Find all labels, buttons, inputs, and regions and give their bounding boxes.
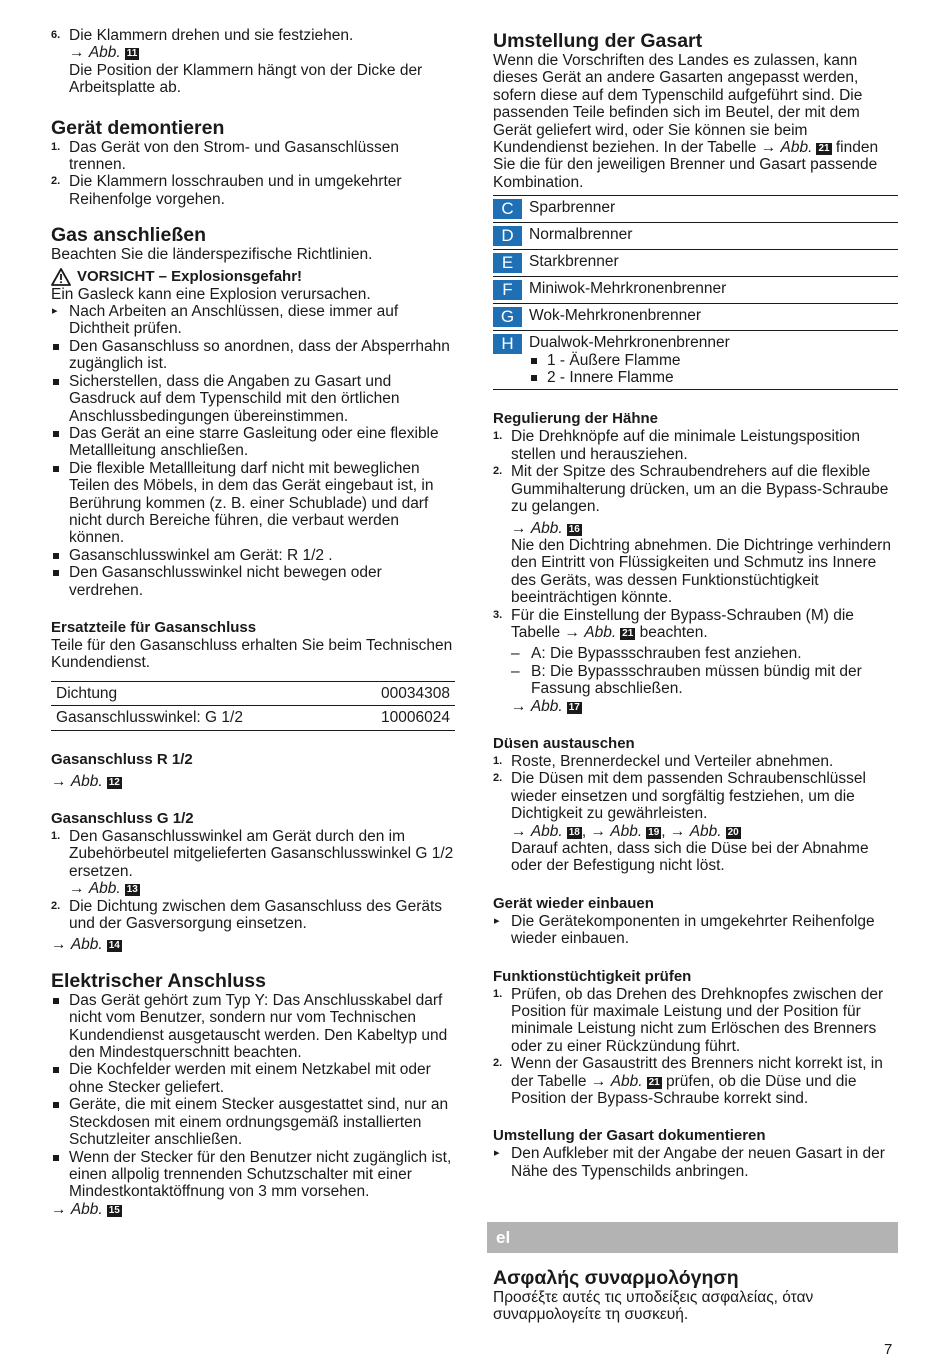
section-title-duesen: Düsen austauschen: [493, 734, 635, 752]
list-item: [51, 27, 455, 97]
table-row: [493, 223, 898, 250]
left-column: [51, 27, 455, 1218]
table-row: [493, 196, 898, 223]
flame-list: [529, 352, 898, 387]
part-number: 00034308: [339, 681, 455, 705]
figure-reference: → Abb. 21: [564, 623, 634, 641]
burner-letter-badge: G: [493, 307, 522, 327]
doku-list: [493, 1145, 898, 1180]
section-title-haehne: Regulierung der Hähne: [493, 410, 659, 428]
step-note: Die Position der Klammern hängt von der Dicke der Arbeitsplatte ab.: [69, 61, 423, 97]
figure-number-badge: 21: [622, 627, 634, 639]
bypass-options: [511, 645, 898, 697]
burner-name: Starkbrenner: [529, 250, 898, 277]
burner-name: Sparbrenner: [529, 196, 898, 223]
table-row: [493, 331, 898, 390]
list-item: Sicherstellen, dass die Angaben zu Gasart und Gasdruck auf dem Typenschild mit den örtlichen Anschlussbedingungen übereinstimmen.: [51, 373, 455, 425]
burner-letter-badge: F: [493, 280, 522, 300]
section-title-funktion: Funktionstüchtigkeit prüfen: [493, 967, 692, 985]
figure-number-badge: 16: [568, 523, 580, 535]
figure-number-badge: 12: [108, 776, 120, 788]
figure-number-badge: 15: [108, 1204, 120, 1216]
language-bar: el: [487, 1222, 898, 1253]
g12-steps: [51, 828, 455, 932]
figure-number-badge: 11: [126, 48, 138, 60]
figure-reference: → Abb. 16: [511, 519, 580, 537]
demontieren-steps: [51, 139, 455, 209]
table-row: [493, 277, 898, 304]
funktion-steps: [493, 986, 898, 1108]
figure-number-badge: 21: [648, 1076, 660, 1088]
figure-number-badge: 13: [126, 884, 138, 896]
burner-letter-badge: D: [493, 226, 522, 246]
list-item: Wenn der Stecker für den Benutzer nicht zugänglich ist, einen allpolig trennenden Schutzschalter mit einer Mindestkontaktöffnung von 3 mm vorsehen.: [51, 1149, 455, 1201]
warning-title: VORSICHT – Explosionsgefahr!: [77, 267, 303, 285]
list-item: 1. Das Gerät von den Strom- und Gasanschlüssen trennen.: [51, 138, 399, 174]
warning-action-list: [51, 303, 455, 338]
list-item: Das Gerät an eine starre Gasleitung oder eine flexible Metallleitung anschließen.: [51, 425, 455, 460]
section-title-greek: Ασφαλής συναρμολόγηση: [493, 1267, 739, 1289]
einbauen-list: [493, 913, 898, 948]
table-row: [493, 304, 898, 331]
elektrisch-bullet-list: [51, 992, 455, 1201]
list-item: 2. Mit der Spitze des Schraubendrehers auf die flexible Gummihalterung drücken, um an die Bypass-Schraube zu gelangen. → Abb. 16 Nie den Dichtring abnehmen. Die Dichtringe verhindern den Eintritt von Flüssigkeiten und Schmutz ins Innere des Geräts, was dessen Funktionstüchtigkeit beeinträchtigen könnte.: [493, 463, 898, 606]
figure-number-badge: 21: [818, 143, 830, 155]
list-item: 2. Die Dichtung zwischen dem Gasanschluss des Geräts und der Gasversorgung einsetzen.: [51, 897, 443, 933]
table-row: [51, 681, 455, 705]
part-name: Gasanschlusswinkel: G 1/2: [51, 706, 339, 730]
list-item: – A: Die Bypassschrauben fest anziehen.: [511, 645, 898, 662]
list-item: 2 - Innere Flamme: [529, 369, 898, 386]
list-item: Geräte, die mit einem Stecker ausgestattet sind, nur an Steckdosen mit einem ordnungsgemäß installierten Schutzleiter anschließen.: [51, 1096, 455, 1148]
section-title-ersatzteile: Ersatzteile für Gasanschluss: [51, 618, 257, 636]
figure-reference: → Abb. 13: [69, 880, 138, 898]
burner-name: Miniwok-Mehrkronenbrenner: [529, 277, 898, 304]
list-item: Gasanschlusswinkel am Gerät: R 1/2 .: [51, 547, 455, 564]
step-note: Nie den Dichtring abnehmen. Die Dichtringe verhindern den Eintritt von Flüssigkeiten und Schmutz ins Innere des Geräts, was dessen Funktionstüchtigkeit beeinträchtigen könnte.: [511, 536, 891, 607]
figure-reference: → Abb. 21: [590, 1072, 660, 1090]
step-number: 6.: [51, 29, 61, 41]
figure-reference: → Abb. 14: [51, 936, 120, 954]
right-column: [493, 27, 898, 1180]
burner-name: Dualwok-Mehrkronenbrenner: [529, 334, 730, 352]
step-text: Die Klammern drehen und sie festziehen.: [69, 27, 354, 44]
list-item: 2. Die Düsen mit dem passenden Schraubenschlüssel wieder einsetzen und sorgfältig festziehen, um die Dichtigkeit zu gewährleisten. → Abb. 18 , → Abb. 19 , → Abb. 20 Darauf achten, dass sich die Düse bei der Abnahme oder der Befestigung nicht löst.: [493, 770, 898, 874]
duesen-steps: [493, 753, 898, 875]
greek-section: [493, 1267, 898, 1324]
section-title-demontieren: Gerät demontieren: [51, 116, 225, 139]
list-item: ▸ Den Aufkleber mit der Angabe der neuen Gasart in der Nähe des Typenschilds anbringen.: [493, 1145, 898, 1180]
figure-number-badge: 18: [568, 826, 580, 838]
figure-number-badge: 20: [727, 826, 739, 838]
figure-reference: → Abb. 17: [511, 697, 580, 715]
list-item: Die Kochfelder werden mit einem Netzkabel mit oder ohne Stecker geliefert.: [51, 1061, 455, 1096]
warning-text: Ein Gasleck kann eine Explosion verursachen.: [51, 285, 371, 303]
list-item: 1. Den Gasanschlusswinkel am Gerät durch den im Zubehörbeutel mitgelieferten Gasanschlusswinkel G 1/2 ersetzen. → Abb. 13: [51, 828, 454, 898]
list-item: – B: Die Bypassschrauben müssen bündig mit der Fassung abschließen.: [511, 663, 898, 698]
list-item: Das Gerät gehört zum Typ Y: Das Anschlusskabel darf nicht vom Benutzer, sondern nur vom Technischen Kundendienst ausgetauscht werden. Den Kabeltyp und den Mindestquerschnitt beachten.: [51, 992, 455, 1062]
spare-parts-table: [51, 681, 455, 731]
warning-heading: [51, 268, 455, 286]
haehne-steps: [493, 428, 898, 715]
section-title-einbauen: Gerät wieder einbauen: [493, 894, 654, 912]
list-item: Die flexible Metallleitung darf nicht mit beweglichen Teilen des Möbels, in dem das Gerät eingebaut ist, in Berührung kommen (z. B. einer Schublade) und darf nicht durch Bereiche führen, die verbaut werden können.: [51, 460, 455, 547]
table-row: [493, 250, 898, 277]
burner-name: Wok-Mehrkronenbrenner: [529, 304, 898, 331]
ersatzteile-text: Teile für den Gasanschluss erhalten Sie beim Technischen Kundendienst.: [51, 636, 453, 672]
figure-number-badge: 19: [648, 826, 660, 838]
table-row: [51, 706, 455, 730]
list-item: 1 - Äußere Flamme: [529, 352, 898, 369]
section-title-g12: Gasanschluss G 1/2: [51, 810, 194, 827]
gasart-text: Wenn die Vorschriften des Landes es zulassen, kann dieses Gerät an andere Gasarten angepasst werden, sofern diese auf dem Typenschild aufgeführt sind. Die passenden Teile befinden sich im Beutel, der mit dem Gerät geliefert wird, oder Sie können sie beim Kundendienst beziehen. In der Tabelle → Abb. 21 finden Sie die für den jeweiligen Brenner und Gasart passende Kombination.: [493, 52, 879, 191]
part-number: 10006024: [339, 706, 455, 730]
burner-letter-badge: H: [493, 334, 522, 354]
step-6-list: [51, 27, 455, 97]
section-title-doku: Umstellung der Gasart dokumentieren: [493, 1127, 766, 1145]
burner-letter-badge: C: [493, 199, 522, 219]
list-item: 2. Die Klammern losschrauben und in umgekehrter Reihenfolge vorgehen.: [51, 173, 402, 208]
figure-reference: → Abb. 11: [69, 44, 138, 62]
burner-table: [493, 195, 898, 390]
list-item: 1. Prüfen, ob das Drehen des Drehknopfes zwischen der Position für maximale Leistung und der Position für minimale Leistung nicht zum Erlöschen des Brenners oder zu einer Rückzündung führt.: [493, 985, 884, 1055]
burner-name: Normalbrenner: [529, 223, 898, 250]
burner-letter-badge: E: [493, 253, 522, 273]
section-title-gas: Gas anschließen: [51, 224, 206, 247]
list-item: 1. Die Drehknöpfe auf die minimale Leistungsposition stellen und herausziehen.: [493, 428, 860, 463]
list-item: ▸ Die Gerätekomponenten in umgekehrter Reihenfolge wieder einbauen.: [493, 913, 898, 948]
list-item: 3. Für die Einstellung der Bypass-Schrauben (M) die Tabelle → Abb. 21 beachten. – A: Die Bypassschrauben fest anziehen. – B: Die Bypassschrauben müssen bündig mit der Fassung abschließen. → Abb. 17: [493, 607, 898, 715]
gas-bullet-list: [51, 338, 455, 599]
greek-text: Προσέξτε αυτές τις υποδείξεις ασφαλείας, όταν συναρμολογείτε τη συσκευή.: [493, 1289, 814, 1324]
figure-number-badge: 17: [568, 701, 580, 713]
step-note: Darauf achten, dass sich die Düse bei der Abnahme oder der Befestigung nicht löst.: [511, 840, 869, 875]
list-item: Den Gasanschluss so anordnen, dass der Absperrhahn zugänglich ist.: [51, 338, 455, 373]
list-item: 1. Roste, Brennerdeckel und Verteiler abnehmen.: [493, 752, 834, 770]
part-name: Dichtung: [51, 681, 339, 705]
list-item: Den Gasanschlusswinkel nicht bewegen oder verdrehen.: [51, 564, 455, 599]
page-number: 7: [884, 1341, 893, 1358]
figure-reference: → Abb. 18 , → Abb. 19 , → Abb. 20: [511, 822, 739, 840]
list-item: 2. Wenn der Gasaustritt des Brenners nicht korrekt ist, in der Tabelle → Abb. 21 prüfen, ob die Düse und die Position der Bypass-Schraube korrekt sind.: [493, 1055, 883, 1108]
gas-intro: Beachten Sie die länderspezifische Richtlinien.: [51, 246, 373, 264]
section-title-gasart: Umstellung der Gasart: [493, 30, 703, 52]
figure-reference: → Abb. 12: [51, 772, 120, 790]
section-title-r12: Gasanschluss R 1/2: [51, 750, 193, 768]
section-title-elektrisch: Elektrischer Anschluss: [51, 969, 266, 992]
warning-triangle-icon: [51, 268, 71, 286]
list-item: ▸ Nach Arbeiten an Anschlüssen, diese immer auf Dichtheit prüfen.: [51, 303, 455, 338]
figure-reference: → Abb. 21: [760, 139, 830, 157]
figure-number-badge: 14: [108, 940, 120, 952]
figure-reference: → Abb. 15: [51, 1200, 120, 1218]
